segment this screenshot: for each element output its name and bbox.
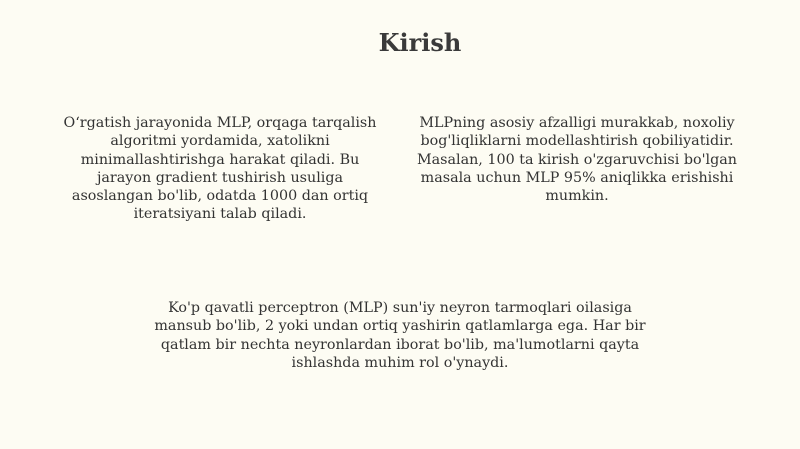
paragraph-advantage: MLPning asosiy afzalligi murakkab, noxoliy bog'liqliklarni modellashtirish qobiliyatidir. Masalan, 100 ta kirish o'zgaruvchisi bo'lgan masala uchun MLP 95% aniqlikka erishishi mumkin. <box>416 115 738 205</box>
paragraph-training: O‘rgatish jarayonida MLP, orqaga tarqalish algoritmi yordamida, xatolikni minimallashtirishga harakat qiladi. Bu jarayon gradient tushirish usuliga asoslangan bo'lib, odatda 1000 dan ortiq iteratsiyani talab qiladi. <box>63 115 377 223</box>
paragraph-definition: Ko'p qavatli perceptron (MLP) sun'iy neyron tarmoqlari oilasiga mansub bo'lib, 2 yoki undan ortiq yashirin qatlamlarga ega. Har bir qatlam bir nechta neyronlardan iborat bo'lib, ma'lumotlarni qayta ishlashda muhim rol o'ynaydi. <box>154 300 646 371</box>
slide-title: Kirish <box>378 28 462 57</box>
